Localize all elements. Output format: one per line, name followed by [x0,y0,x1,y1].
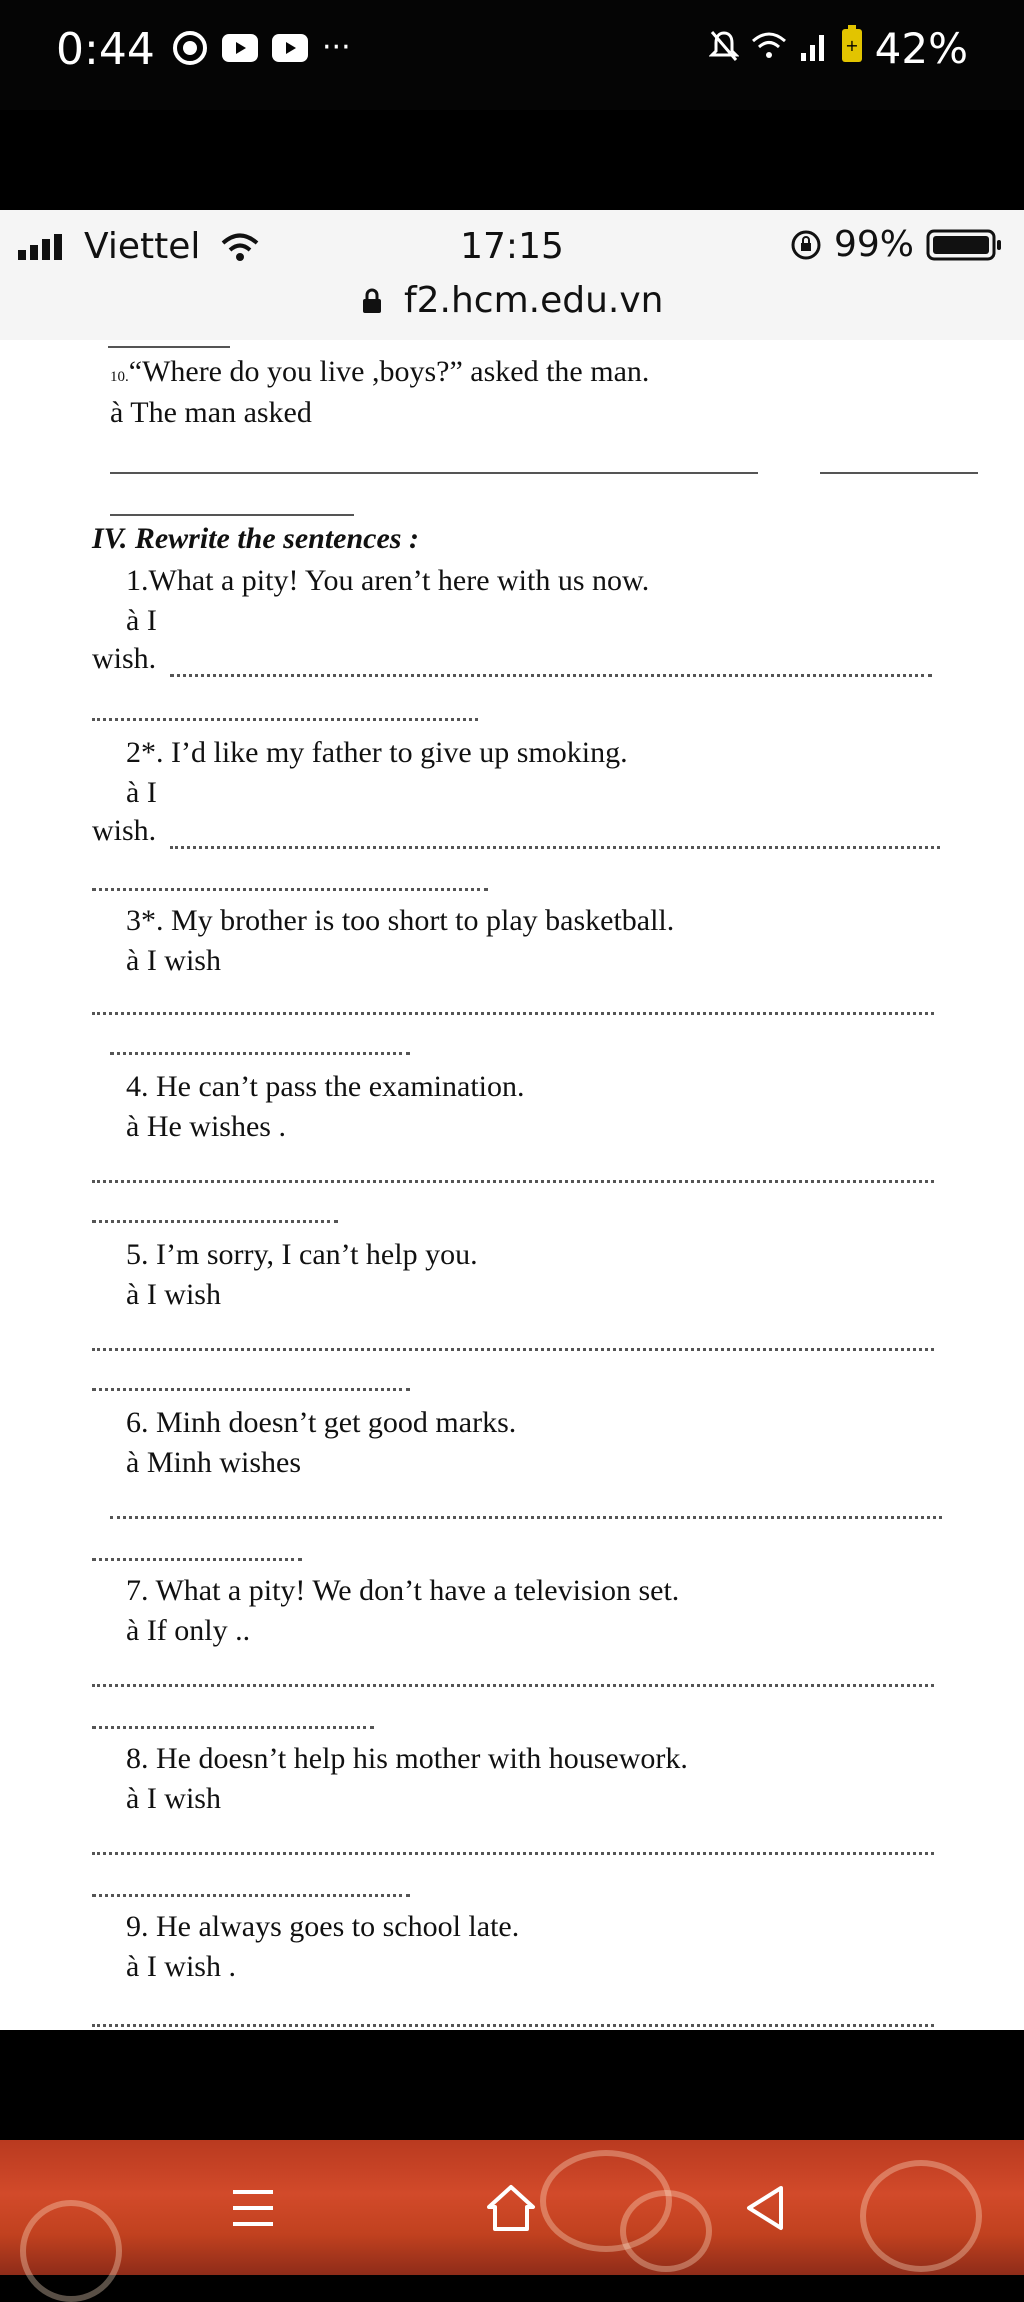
lock-icon [361,288,383,314]
exercise-answer-prefix: à He wishes . [126,1110,286,1143]
wifi-icon [751,24,787,73]
answer-line[interactable] [92,1726,374,1729]
question-10-number: 10. [110,369,129,385]
answer-line[interactable] [92,1852,934,1855]
answer-line [110,514,354,516]
notification-icons [172,30,351,65]
more-dots-icon: ··· [322,30,351,65]
wallpaper-pattern [860,2160,982,2272]
exercise-question: 3*. My brother is too short to play basketball. [126,904,675,937]
battery-percent: 42% [874,24,968,73]
back-button[interactable] [730,2178,800,2238]
battery-icon [926,228,1004,262]
carrier-name: Viettel [84,226,201,267]
mute-icon [709,24,739,73]
rotation-lock-icon [790,229,822,261]
battery-icon [841,24,863,73]
section-title: IV. Rewrite the sentences : [92,522,419,555]
exercise-question: 4. He can’t pass the examination. [126,1070,525,1103]
exercise-answer-prefix: à I wish . [126,1950,236,1983]
answer-line[interactable] [92,1348,934,1351]
cast-icon [172,32,208,64]
answer-line[interactable] [92,1220,338,1223]
exercise-question: 5. I’m sorry, I can’t help you. [126,1238,478,1271]
recent-apps-icon [229,2186,277,2230]
recent-apps-button[interactable] [218,2178,288,2238]
url-bar[interactable] [0,280,1024,321]
youtube-icon [272,32,308,64]
youtube-icon [222,32,258,64]
answer-line [110,472,758,474]
status-right [709,24,968,73]
exercise-answer-prefix: à I wish [126,1782,221,1815]
android-status-bar [0,0,1024,110]
wallpaper-pattern [20,2200,122,2302]
question-10-answer: à The man asked [110,396,312,429]
answer-line[interactable] [92,1180,934,1183]
clock: 17:15 [460,226,564,267]
exercise-answer-prefix: à I wish [126,944,221,977]
signal-icon [799,24,829,73]
document-page [0,340,1024,2030]
answer-line[interactable] [92,1388,410,1391]
back-icon [743,2184,787,2232]
screenshot-border [0,110,1024,210]
navigation-bar [0,2140,1024,2275]
exercise-question: 8. He doesn’t help his mother with housework. [126,1742,688,1775]
home-button[interactable] [476,2178,546,2238]
answer-line[interactable] [110,1052,410,1055]
answer-line [108,346,230,348]
exercise-question: 7. What a pity! We don’t have a television set. [126,1574,680,1607]
answer-line[interactable] [92,1684,934,1687]
status-time: 0:44 [56,24,155,75]
answer-line[interactable] [170,846,940,849]
answer-line [820,472,978,474]
exercise-answer-prefix: wish. [92,642,157,675]
svg-text:+: + [844,36,859,55]
exercise-question: 6. Minh doesn’t get good marks. [126,1406,517,1439]
exercise-answer-prefix: à I wish [126,1278,221,1311]
answer-line[interactable] [92,1894,410,1897]
battery-area [790,224,1004,265]
question-10-text: “Where do you live ,boys?” asked the man. [128,355,650,388]
exercise-answer-prefix: à If only .. [126,1614,251,1647]
url-text: f2.hcm.edu.vn [403,280,664,321]
battery-percent: 99% [833,224,914,265]
exercise-answer-prefix: à I [126,604,157,637]
exercise-question: 1.What a pity! You aren’t here with us now. [126,564,650,597]
exercise-question: 9. He always goes to school late. [126,1910,520,1943]
wallpaper-pattern [620,2190,712,2272]
exercise-answer-prefix: wish. [92,814,157,847]
answer-line[interactable] [92,1012,934,1015]
answer-line[interactable] [92,888,488,891]
home-icon [485,2183,537,2233]
answer-line[interactable] [110,1516,942,1519]
question-10 [110,355,649,389]
answer-line[interactable] [92,1558,302,1561]
browser-header [0,210,1024,341]
screenshot-border [0,2030,1024,2140]
answer-line[interactable] [92,718,478,721]
answer-line[interactable] [170,674,932,677]
exercise-question: 2*. I’d like my father to give up smoking. [126,736,628,769]
answer-line[interactable] [92,2024,934,2027]
exercise-answer-prefix: à I [126,776,157,809]
exercise-answer-prefix: à Minh wishes [126,1446,301,1479]
